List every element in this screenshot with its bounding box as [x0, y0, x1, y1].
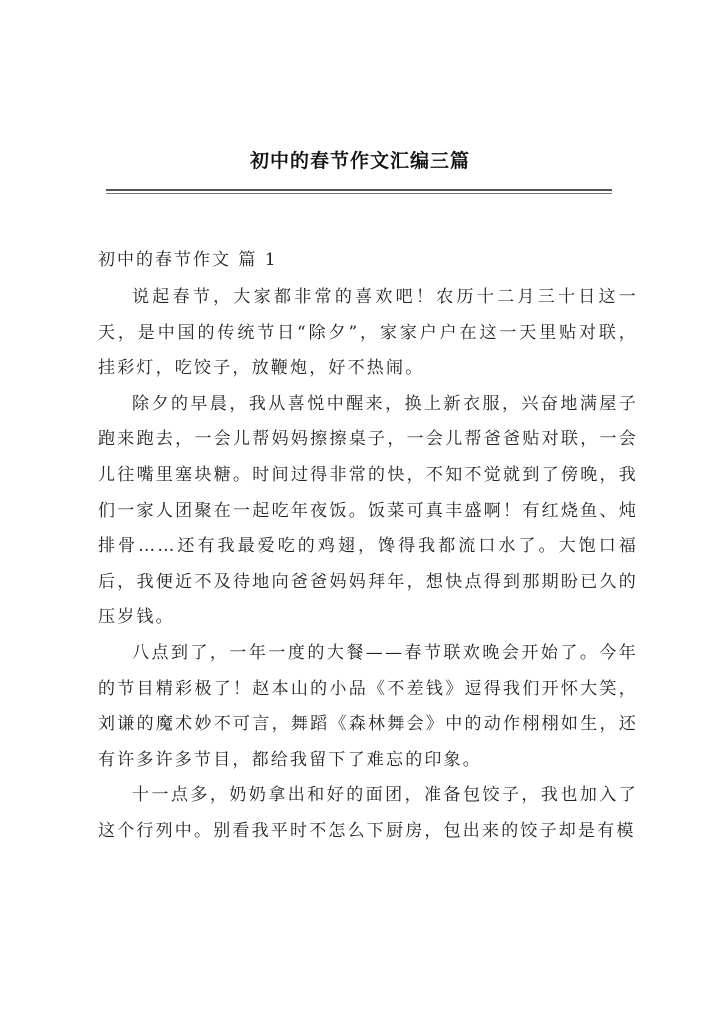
- title-divider-thin: [106, 193, 612, 194]
- paragraph: 说起春节，大家都非常的喜欢吧！农历十二月三十日这一天，是中国的传统节日“除夕”，家家户户在这一天里贴对联，挂彩灯，吃饺子，放鞭炮，好不热闹。: [98, 287, 638, 379]
- section-heading: 初中的春节作文 篇 1: [98, 250, 278, 270]
- document-title: 初中的春节作文汇编三篇: [249, 150, 470, 172]
- paragraph: 除夕的早晨，我从喜悦中醒来，换上新衣服，兴奋地满屋子跑来跑去，一会儿帮妈妈擦擦桌子，一会儿帮爸爸贴对联，一会儿往嘴里塞块糖。时间过得非常的快，不知不觉就到了傍晚，我们一家人团聚在一起吃年夜饭。饭菜可真丰盛啊！有红烧鱼、炖排骨……还有我最爱吃的鸡翅，馋得我都流口水了。大饱口福后，我便近不及待地向爸爸妈妈拜年，想快点得到那期盼已久的压岁钱。: [98, 393, 638, 628]
- article-body: [98, 280, 638, 850]
- paragraph: 八点到了，一年一度的大餐——春节联欢晚会开始了。今年的节目精彩极了！赵本山的小品《不差钱》逗得我们开怀大笑，刘谦的魔术妙不可言，舞蹈《森林舞会》中的动作栩栩如生，还有许多许多节目，都给我留下了难忘的印象。: [98, 642, 638, 770]
- paragraph: 十一点多，奶奶拿出和好的面团，准备包饺子，我也加入了这个行列中。别看我平时不怎么下厨房，包出来的饺子却是有模: [98, 785, 638, 841]
- title-divider: [106, 189, 612, 191]
